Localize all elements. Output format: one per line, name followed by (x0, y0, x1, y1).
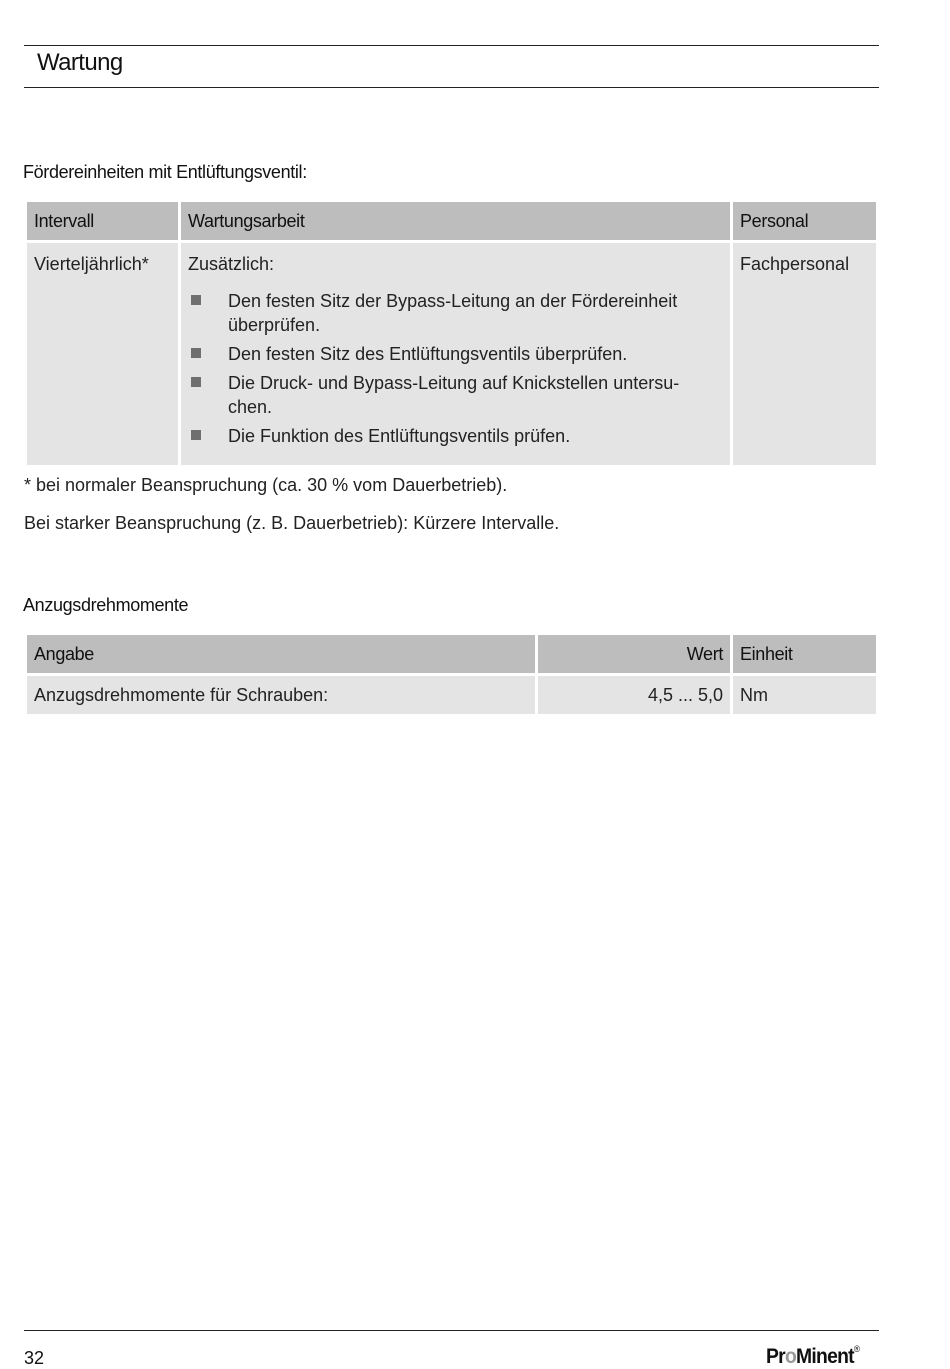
table-row (27, 243, 876, 465)
table-row (27, 676, 876, 714)
brand-logo: ProMinent® (766, 1344, 860, 1368)
torque-table (24, 632, 879, 717)
maintenance-table (24, 199, 879, 468)
bullet-square-icon (191, 377, 201, 387)
column-header-personnel: Personal (733, 202, 876, 240)
footer-rule (24, 1330, 879, 1331)
unit-cell: Nm (733, 676, 876, 714)
column-header-unit: Einheit (733, 635, 876, 673)
column-header-value: Wert (538, 635, 730, 673)
column-header-spec: Angabe (27, 635, 535, 673)
personnel-cell (733, 243, 876, 465)
interval-cell (27, 243, 178, 465)
task-intro: Zusätzlich: (188, 254, 275, 274)
bullet-square-icon (191, 430, 201, 440)
table-header-row (27, 202, 876, 240)
list-item: Die Druck- und Bypass-Leitung auf Knickstellen untersu- chen. (188, 371, 723, 419)
footnote: * bei normaler Beanspruchung (ca. 30 % vom Dauerbetrieb). (24, 475, 508, 495)
bullet-square-icon (191, 348, 201, 358)
list-item: Den festen Sitz der Bypass-Leitung an der Fördereinheit überprüfen. (188, 289, 723, 337)
column-header-task: Wartungsarbeit (181, 202, 730, 240)
page-number: 32 (24, 1348, 45, 1368)
task-cell (181, 243, 730, 465)
section-title-torque: Anzugsdrehmomente (23, 595, 189, 615)
section-title-maintenance: Fördereinheiten mit Entlüftungsventil: (23, 162, 307, 182)
value-cell: 4,5 ... 5,0 (538, 676, 730, 714)
column-header-interval: Intervall (27, 202, 178, 240)
page-title: Wartung (37, 49, 123, 76)
list-item: Den festen Sitz des Entlüftungsventils überprüfen. (188, 342, 723, 366)
interval-value: Vierteljährlich* (34, 254, 149, 274)
header-rule-bottom (24, 87, 879, 88)
note: Bei starker Beanspruchung (z. B. Dauerbetrieb): Kürzere Intervalle. (24, 513, 560, 533)
list-item: Die Funktion des Entlüftungsventils prüfen. (188, 424, 723, 448)
personnel-value: Fachpersonal (740, 254, 850, 274)
table-header-row (27, 635, 876, 673)
bullet-square-icon (191, 295, 201, 305)
task-list (188, 289, 723, 448)
header-rule-top (24, 45, 879, 46)
spec-cell: Anzugsdrehmomente für Schrauben: (27, 676, 535, 714)
